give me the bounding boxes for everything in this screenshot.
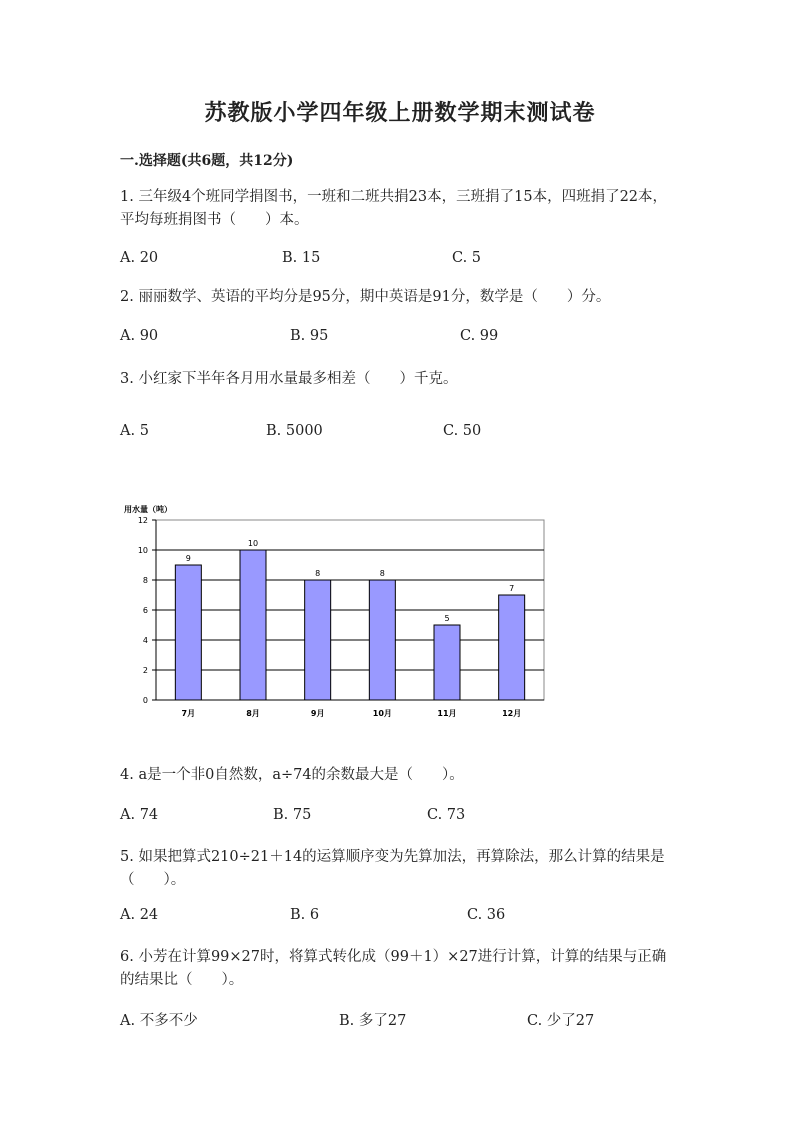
bar-value-label: 9 (185, 554, 191, 563)
question-3: 3. 小红家下半年各月用水量最多相差（ ）千克。 (120, 371, 458, 387)
bar (434, 625, 460, 700)
bar (499, 595, 525, 700)
bar (175, 565, 201, 700)
bar-value-label: 7 (509, 584, 515, 593)
bar-value-label: 8 (379, 569, 385, 578)
page-title: 苏教版小学四年级上册数学期末测试卷 (204, 100, 596, 126)
option-5b[interactable]: B. 6 (290, 907, 320, 923)
option-2a[interactable]: A. 90 (120, 328, 159, 344)
bar-value-label: 5 (444, 614, 450, 623)
chart-ylabel: 用水量（吨） (124, 505, 172, 514)
x-tick-label: 8月 (246, 709, 260, 718)
bar (369, 580, 395, 700)
x-tick-label: 10月 (372, 709, 392, 718)
question-1: 1. 三年级4个班同学捐图书，一班和二班共捐23本，三班捐了15本，四班捐了22本，平均每班捐图书（ ）本。 (120, 189, 668, 228)
bar-value-label: 10 (247, 539, 259, 548)
option-3a[interactable]: A. 5 (120, 423, 149, 439)
option-5c[interactable]: C. 36 (467, 907, 506, 923)
y-tick-label: 4 (142, 636, 148, 645)
x-tick-label: 7月 (181, 709, 196, 718)
option-1b[interactable]: B. 15 (282, 250, 321, 266)
bar (305, 580, 331, 700)
option-2c[interactable]: C. 99 (460, 328, 499, 344)
option-3c[interactable]: C. 50 (443, 423, 482, 439)
y-tick-label: 8 (142, 576, 148, 585)
water-usage-bar-chart (118, 500, 558, 730)
option-6b[interactable]: B. 多了27 (339, 1013, 407, 1029)
option-1a[interactable]: A. 20 (120, 250, 159, 266)
x-tick-label: 12月 (502, 709, 522, 718)
section-heading: 一.选择题(共6题，共12分) (120, 153, 294, 169)
x-tick-label: 9月 (310, 709, 325, 718)
option-6c[interactable]: C. 少了27 (527, 1013, 595, 1029)
y-tick-label: 6 (142, 606, 148, 615)
x-tick-label: 11月 (437, 709, 457, 718)
question-4: 4. a是一个非0自然数，a÷74的余数最大是（ ）。 (120, 767, 464, 783)
option-5a[interactable]: A. 24 (120, 907, 159, 923)
option-4a[interactable]: A. 74 (120, 807, 159, 823)
option-6a[interactable]: A. 不多不少 (120, 1013, 198, 1029)
option-4b[interactable]: B. 75 (273, 807, 312, 823)
option-3b[interactable]: B. 5000 (266, 423, 323, 439)
bar-value-label: 8 (315, 569, 321, 578)
question-2: 2. 丽丽数学、英语的平均分是95分，期中英语是91分，数学是（ ）分。 (120, 289, 611, 305)
y-tick-label: 10 (137, 546, 148, 555)
y-tick-label: 2 (142, 666, 148, 675)
y-tick-label: 0 (142, 696, 148, 705)
option-4c[interactable]: C. 73 (427, 807, 466, 823)
question-5: 5. 如果把算式210÷21＋14的运算顺序变为先算加法，再算除法，那么计算的结果是（ ）。 (120, 849, 665, 888)
question-6: 6. 小芳在计算99×27时，将算式转化成（99＋1）×27进行计算，计算的结果与正确的结果比（ ）。 (120, 949, 667, 988)
option-2b[interactable]: B. 95 (290, 328, 329, 344)
option-1c[interactable]: C. 5 (452, 250, 482, 266)
bar (240, 550, 266, 700)
y-tick-label: 12 (137, 516, 148, 525)
